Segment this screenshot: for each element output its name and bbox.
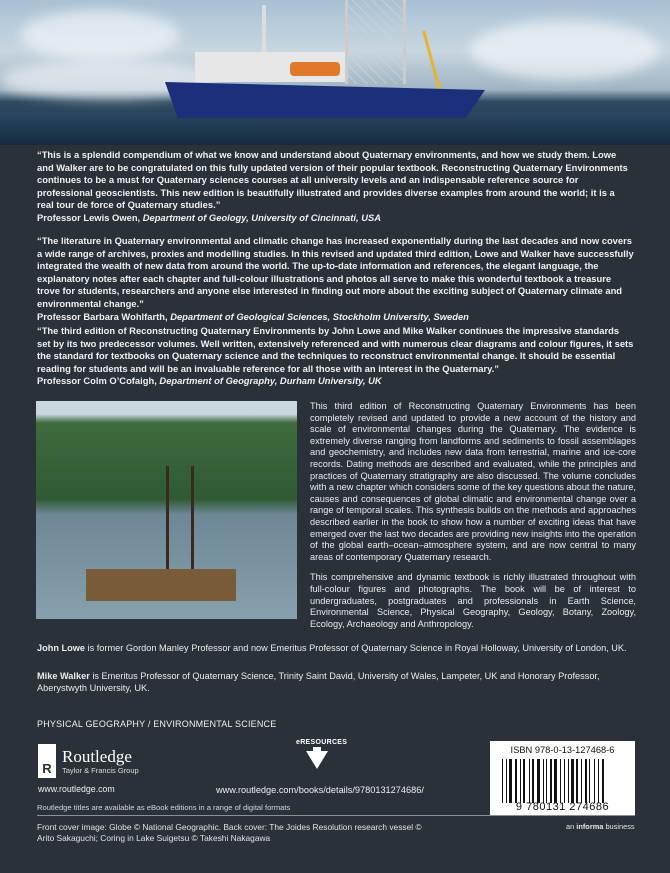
publisher-group: Taylor & Francis Group	[62, 765, 139, 775]
hero-photo-ship	[0, 0, 670, 145]
author-bio-text: is former Gordon Manley Professor and now Emeritus Professor of Quaternary Science in Royal Holloway, University of London, UK.	[84, 643, 627, 653]
barcode-number: 9 780131 274686	[515, 801, 610, 813]
routledge-r-icon: R	[38, 744, 56, 778]
author-name: John Lowe	[37, 643, 85, 653]
publisher-name: Routledge	[62, 746, 132, 766]
description-paragraph-2: This comprehensive and dynamic textbook is richly illustrated throughout with full-colour figures and photographs. The book will be of interest to undergraduates, postgraduates and professionals in Earth Science, Environmental Science, Physical Geography, Geology, Botany, Zoology, Ecology, Archaeology and Anthropology.	[310, 572, 636, 629]
ebook-note: Routledge titles are available as eBook editions in a range of digital formats	[37, 803, 291, 812]
book-description	[310, 401, 636, 639]
quote-affiliation: Department of Geology, University of Cincinnati, USA	[142, 211, 382, 223]
author-name: Mike Walker	[37, 671, 90, 681]
quote-text: “This is a splendid compendium of what we know and understand about Quaternary environments, and how we study them. Lowe and Walker are to be congratulated on this fully updated version of their popular textbook. Reconstructing Quaternary Environments continues to be a must for Quaternary sciences courses at all university levels and an indispensable reference source for professional geoscientists. This new edition is beautifully illustrated and provides diverse examples from around the world; it is a real tour de force of Quaternary studies.”	[37, 149, 628, 211]
quote-attribution	[37, 212, 634, 225]
quote-affiliation: Department of Geography, Durham University, UK	[159, 375, 382, 387]
quote-text: “The literature in Quaternary environmental and climatic change has increased exponentially during the last decades and now covers a wide range of archives, proxies and modelling studies. In this revised and updated third edition, Lowe and Walker have successfully integrated the wealth of new data from around the world. The up-to-date information and references, the elegant language, the explanatory notes after each chapter and full-colour illustrations and photos all serve to make this wonderful textbook a treasure trove for students, researchers and anyone else interested in finding out more about the exciting subject of Quaternary climate and environmental change.”	[37, 235, 634, 309]
lake-coring-photo	[36, 401, 297, 619]
quote-text: “The third edition of Reconstructing Quaternary Environments by John Lowe and Mike Walker continues the impressive standards set by its two predecessor volumes. Well written, extensively referenced and with numerous clear diagrams and colour figures, it sets the standard for textbooks on Quaternary science and the techniques to reconstruct environmental change. It should be essential reading for students and will be an invaluable reference for all those with an interest in the Quaternary.”	[37, 325, 634, 374]
eresources-url-link[interactable]: www.routledge.com/books/details/9780131274686/	[216, 785, 424, 795]
isbn-barcode	[490, 741, 635, 816]
informa-logo: informa	[576, 822, 604, 831]
publisher-website-link[interactable]: www.routledge.com	[38, 784, 115, 794]
download-arrow-icon	[306, 751, 328, 769]
quote-author: Professor Colm O’Cofaigh,	[37, 375, 157, 387]
eresources-label: eRESOURCES	[296, 739, 348, 746]
author-bio-walker	[37, 671, 637, 694]
quote-attribution	[37, 375, 634, 388]
author-bio-lowe	[37, 643, 637, 655]
barcode-icon	[502, 759, 626, 803]
quote-author: Professor Lewis Owen,	[37, 211, 141, 223]
quote-affiliation: Department of Geological Sciences, Stockholm University, Sweden	[170, 310, 469, 322]
informa-tagline: an informa business	[566, 822, 635, 831]
description-paragraph-1: This third edition of Reconstructing Quaternary Environments has been completely revised and updated to provide a new account of the history and scale of environmental changes during the Quaternary. The evidence is extremely diverse ranging from landforms and sediments to fossil assemblages and geochemistry, and includes new data from terrestrial, marine and ice-core records. Dating methods are described and evaluated, while the principles and practices of Quaternary stratigraphy are also discussed. The volume concludes with a new chapter which considers some of the key questions about the nature, causes and consequences of global climatic and environmental change over a range of temporal scales. This synthesis builds on the methods and approaches described earlier in the book to show how a number of exciting ideas that have emerged over the last two decades are providing new insights into the operation of the global earth–ocean–atmosphere system, and are now central to many areas of contemporary Quaternary research.	[310, 401, 636, 562]
isbn-text: ISBN 978-0-13-127468-6	[510, 745, 615, 755]
divider	[37, 815, 635, 816]
author-bio-text: is Emeritus Professor of Quaternary Science, Trinity Saint David, University of Wales, Lampeter, UK and Honorary Professor, Aberystwyth University, UK.	[37, 671, 600, 693]
review-quote-1	[37, 149, 634, 225]
eresources-icon	[296, 739, 348, 779]
review-quote-3	[37, 325, 634, 388]
quote-attribution	[37, 311, 634, 324]
subject-category: PHYSICAL GEOGRAPHY / ENVIRONMENTAL SCIENCE	[37, 719, 277, 729]
image-credits: Front cover image: Globe © National Geographic. Back cover: The Joides Resolution research vessel © Arito Sakaguchi; Coring in Lake Suigetsu © Takeshi Nakagawa	[37, 822, 422, 843]
review-quote-2	[37, 235, 634, 323]
quote-author: Professor Barbara Wohlfarth,	[37, 310, 168, 322]
routledge-logo	[38, 744, 139, 778]
